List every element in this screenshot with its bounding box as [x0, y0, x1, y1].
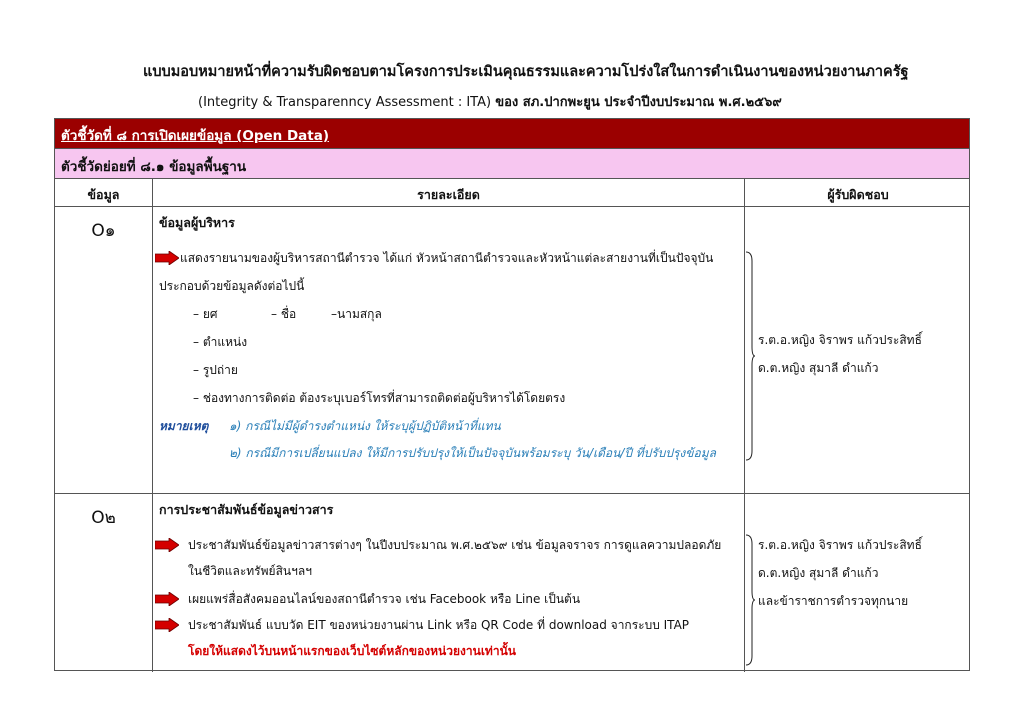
sub-indicator-label: ตัวชี้วัดย่อยที่ ๘.๑ ข้อมูลพื้นฐาน	[61, 159, 247, 175]
red-arrow-icon	[155, 592, 179, 606]
table-row	[55, 494, 969, 672]
detail-line: – ชื่อ	[271, 307, 297, 321]
row-title: ข้อมูลผู้บริหาร	[159, 215, 235, 230]
detail-line: – รูปถ่าย	[193, 363, 238, 377]
note-label: หมายเหตุ	[159, 419, 209, 433]
detail-line: – ช่องทางการติดต่อ ต้องระบุเบอร์โทรที่สามารถติดต่อผู้บริหารได้โดยตรง	[193, 391, 566, 405]
note-line: ๑) กรณีไม่มีผู้ดำรงตำแหน่ง ให้ระบุผู้ปฏิบัติหน้าที่แทน	[229, 419, 501, 433]
detail-line: ประกอบด้วยข้อมูลดังต่อไปนี้	[159, 279, 305, 293]
detail-line: แสดงรายนามของผู้บริหารสถานีตำรวจ ได้แก่ หัวหน้าสถานีตำรวจและหัวหน้าแต่ละสายงานที่เป็นปัจจุบัน	[180, 251, 714, 265]
red-arrow-icon	[155, 618, 179, 632]
table-header	[55, 179, 969, 207]
detail-line: ประชาสัมพันธ์ข้อมูลข่าวสารต่างๆ ในปีงบประมาณ พ.ศ.๒๕๖๙ เช่น ข้อมูลจราจร การดูแลความปลอดภัย	[188, 538, 722, 552]
responsible-name: ร.ต.อ.หญิง จิราพร แก้วประสิทธิ์	[758, 538, 922, 552]
red-arrow-icon	[155, 538, 179, 552]
indicator-band	[55, 119, 969, 149]
row-detail	[153, 207, 745, 493]
row-responsible	[745, 494, 971, 672]
detail-line: –นามสกุล	[331, 307, 382, 321]
col-header-item: ข้อมูล	[55, 179, 153, 206]
row-title: การประชาสัมพันธ์ข้อมูลข่าวสาร	[159, 502, 334, 517]
brace-icon	[745, 534, 755, 666]
subtitle-prefix: (Integrity & Transparenncy Assessment : ITA)	[198, 95, 492, 110]
sub-indicator-band	[55, 149, 969, 179]
detail-line: – ตำแหน่ง	[193, 335, 248, 349]
document-subtitle	[198, 91, 958, 112]
row-number: O๑	[55, 207, 153, 493]
detail-line: ประชาสัมพันธ์ แบบวัด EIT ของหน่วยงานผ่าน Link หรือ QR Code ที่ download จากระบบ ITAP	[188, 618, 690, 632]
responsible-name: ร.ต.อ.หญิง จิราพร แก้วประสิทธิ์	[758, 333, 922, 347]
note-line: ๒) กรณีมีการเปลี่ยนแปลง ให้มีการปรับปรุงให้เป็นปัจจุบันพร้อมระบุ วัน/เดือน/ปี ที่ปรับปรุงข้อมูล	[229, 446, 716, 460]
document-title: แบบมอบหมายหน้าที่ความรับผิดชอบตามโครงการประเมินคุณธรรมและความโปร่งใสในการดำเนินงานของหน่วยงานภาครัฐ	[143, 64, 909, 80]
responsible-name: ด.ต.หญิง สุมาลี ดำแก้ว	[758, 566, 879, 580]
row-responsible	[745, 207, 971, 493]
subtitle-bold: ของ สภ.ปากพะยูน ประจำปีงบประมาณ พ.ศ.๒๕๖๙	[495, 95, 782, 110]
detail-line: เผยแพร่สื่อสังคมออนไลน์ของสถานีตำรวจ เช่น Facebook หรือ Line เป็นต้น	[188, 592, 581, 606]
indicator-label: ตัวชี้วัดที่ ๘ การเปิดเผยข้อมูล (Open Data)	[61, 128, 329, 144]
row-number: O๒	[55, 494, 153, 672]
detail-line-emphasis: โดยให้แสดงไว้บนหน้าแรกของเว็บไซต์หลักของหน่วยงานเท่านั้น	[188, 644, 516, 658]
red-arrow-icon	[155, 251, 179, 265]
table-row	[55, 207, 969, 494]
col-header-responsible: ผู้รับผิดชอบ	[827, 187, 889, 202]
col-header-detail: รายละเอียด	[153, 179, 745, 206]
detail-line: ในชีวิตและทรัพย์สินฯลฯ	[188, 564, 312, 578]
detail-line: – ยศ	[193, 307, 218, 321]
responsible-name: ด.ต.หญิง สุมาลี ดำแก้ว	[758, 361, 879, 375]
responsible-name: และข้าราชการตำรวจทุกนาย	[758, 594, 909, 608]
assignment-table	[54, 118, 970, 671]
row-detail	[153, 494, 745, 672]
brace-icon	[745, 251, 755, 461]
